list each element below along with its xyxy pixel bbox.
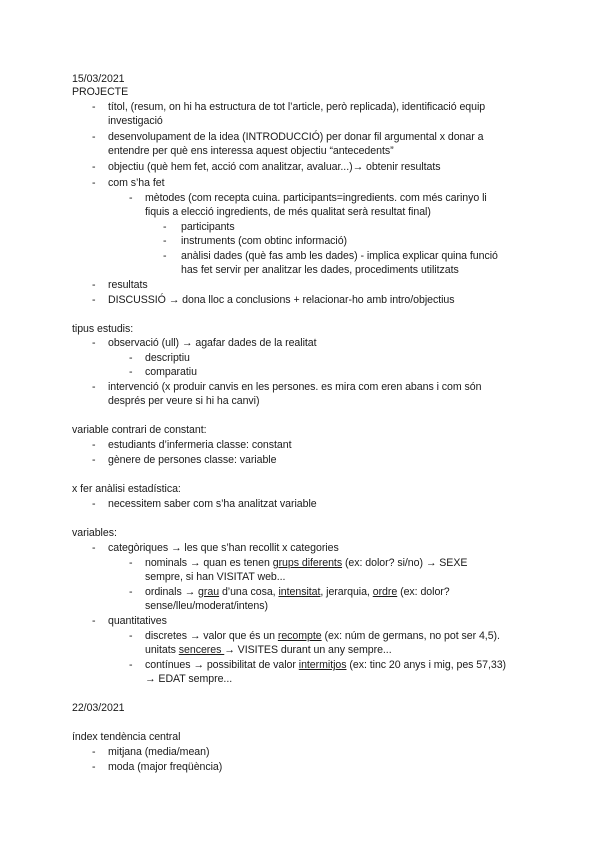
section-heading-projecte: PROJECTE — [72, 86, 129, 98]
list-item: estudiants d’infermeria classe: constant — [108, 439, 292, 451]
list-item: nominals → quan es tenen grups diferents (ex: dolor? si/no) → SEXE — [145, 557, 468, 569]
bullet-dash: - — [92, 439, 96, 451]
section-heading-variable: variable contrari de constant: — [72, 424, 207, 436]
bullet-dash: - — [92, 746, 96, 758]
section-heading-analisi: x fer anàlisi estadística: — [72, 483, 181, 495]
date-heading: 22/03/2021 — [72, 702, 125, 714]
list-item: anàlisi dades (què fas amb les dades) - implica explicar quina funció — [181, 250, 498, 262]
bullet-dash: - — [129, 630, 133, 642]
bullet-dash: - — [92, 294, 96, 306]
list-item: títol, (resum, on hi ha estructura de tot l’article, però replicada), identificació equip — [108, 101, 486, 113]
list-item-continuation: → EDAT sempre... — [145, 673, 233, 685]
list-item: ordinals → grau d’una cosa, intensitat, jerarquia, ordre (ex: dolor? — [145, 586, 450, 598]
section-heading-index: índex tendència central — [72, 731, 181, 743]
list-item: DISCUSSIÓ → dona lloc a conclusions + relacionar-ho amb intro/objectius — [108, 294, 455, 306]
list-item-continuation: fiquis a elecció ingredients, de més qualitat serà resultat final) — [145, 206, 431, 218]
list-item-continuation: unitats senceres → VISITES durant un any sempre... — [145, 644, 392, 656]
list-item: observació (ull) → agafar dades de la realitat — [108, 337, 317, 349]
bullet-dash: - — [163, 235, 167, 247]
list-item-continuation: has fet servir per analitzar les dades, procediments utilitzats — [181, 264, 459, 276]
bullet-dash: - — [92, 542, 96, 554]
bullet-dash: - — [92, 498, 96, 510]
bullet-dash: - — [92, 177, 96, 189]
list-item: discretes → valor que és un recompte (ex: núm de germans, no pot ser 4,5). — [145, 630, 500, 642]
list-item: intervenció (x produir canvis en les persones. es mira com eren abans i com són — [108, 381, 482, 393]
list-item-continuation: entendre per què ens interessa aquest objectiu “antecedents” — [108, 145, 394, 157]
list-item: com s’ha fet — [108, 177, 165, 189]
date-heading: 15/03/2021 — [72, 73, 125, 85]
list-item-continuation: investigació — [108, 115, 163, 127]
bullet-dash: - — [163, 221, 167, 233]
list-item-continuation: després per veure si hi ha canvi) — [108, 395, 260, 407]
bullet-dash: - — [129, 659, 133, 671]
list-item: desenvolupament de la idea (INTRODUCCIÓ) per donar fil argumental x donar a — [108, 131, 484, 143]
section-heading-tipus: tipus estudis: — [72, 323, 134, 335]
list-item: categòriques → les que s’han recollit x categories — [108, 542, 339, 554]
bullet-dash: - — [129, 352, 133, 364]
bullet-dash: - — [129, 557, 133, 569]
list-item: gènere de persones classe: variable — [108, 454, 277, 466]
list-item: quantitatives — [108, 615, 167, 627]
list-item: necessitem saber com s’ha analitzat variable — [108, 498, 317, 510]
bullet-dash: - — [92, 761, 96, 773]
bullet-dash: - — [92, 615, 96, 627]
bullet-dash: - — [129, 586, 133, 598]
list-item: participants — [181, 221, 235, 233]
section-heading-variables: variables: — [72, 527, 117, 539]
bullet-dash: - — [92, 337, 96, 349]
bullet-dash: - — [92, 131, 96, 143]
list-item: instruments (com obtinc informació) — [181, 235, 348, 247]
bullet-dash: - — [129, 192, 133, 204]
bullet-dash: - — [92, 161, 96, 173]
bullet-dash: - — [92, 279, 96, 291]
list-item-continuation: sempre, si han VISITAT web... — [145, 571, 286, 583]
bullet-dash: - — [163, 250, 167, 262]
list-item: descriptiu — [145, 352, 190, 364]
list-item: contínues → possibilitat de valor intermitjos (ex: tinc 20 anys i mig, pes 57,33) — [145, 659, 507, 671]
bullet-dash: - — [92, 454, 96, 466]
bullet-dash: - — [129, 366, 133, 378]
list-item: resultats — [108, 279, 148, 291]
bullet-dash: - — [92, 101, 96, 113]
list-item-continuation: sense/lleu/moderat/intens) — [145, 600, 268, 612]
list-item: moda (major freqüència) — [108, 761, 223, 773]
bullet-dash: - — [92, 381, 96, 393]
list-item: mètodes (com recepta cuina. participants=ingredients. com més carinyo li — [145, 192, 487, 204]
list-item: comparatiu — [145, 366, 197, 378]
list-item: objectiu (què hem fet, acció com analitzar, avaluar...)→ obtenir resultats — [108, 161, 441, 173]
list-item: mitjana (media/mean) — [108, 746, 210, 758]
